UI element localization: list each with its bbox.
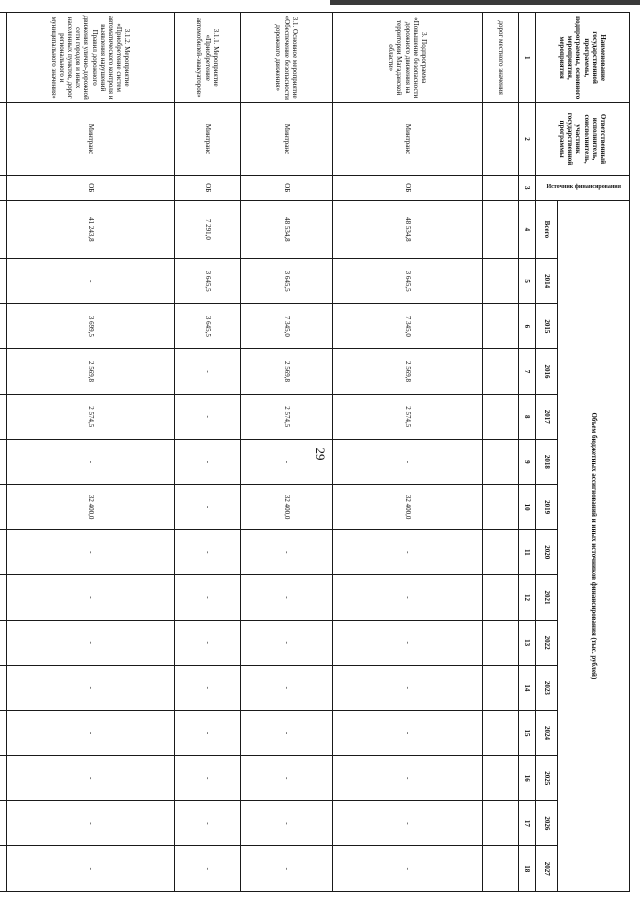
column-number: 7 — [519, 349, 536, 394]
row-year-value: 3 645,5 — [241, 259, 333, 304]
row-year-value: - — [175, 484, 241, 529]
column-number: 18 — [519, 846, 536, 892]
row-name: 3.1.2. Мероприятие «Приобретение систем автоматического контроля и выявления нарушений Правил дорожного движения улично-дорожной сети городов и иных населенных пунктов, дорог регионального и муниципального значения» — [7, 13, 175, 103]
row-name: 3.1.1. Мероприятие «Приобретение автомобилей-эвакуаторов» — [175, 13, 241, 103]
row-year-value: - — [175, 575, 241, 620]
header-year-2022: 2022 — [536, 620, 558, 665]
row-total-value: 48 534,8 — [241, 200, 333, 258]
column-number: 13 — [519, 620, 536, 665]
row-funding-source: ОБ — [7, 175, 175, 200]
table-row — [7, 13, 175, 892]
row-year-value: - — [175, 530, 241, 575]
row-year-value: 3 699,5 — [7, 304, 175, 349]
header-year-2026: 2026 — [536, 801, 558, 846]
row-funding-source: ОБ — [241, 175, 333, 200]
column-number: 9 — [519, 439, 536, 484]
row-year-value: - — [175, 801, 241, 846]
row-year-value: - — [175, 756, 241, 801]
header-year-2025: 2025 — [536, 756, 558, 801]
row-year-value: - — [241, 756, 333, 801]
column-number: 10 — [519, 484, 536, 529]
header-year-2018: 2018 — [536, 439, 558, 484]
row-total-value — [0, 200, 7, 258]
row-year-value: 2 574,5 — [333, 394, 483, 439]
row-year-value: - — [175, 710, 241, 755]
row-year-value: - — [333, 710, 483, 755]
header-program-name: Наименование государственной программы, подпрограммы, основного мероприятия, мероприятия — [536, 13, 630, 103]
row-year-value — [483, 801, 519, 846]
column-number: 4 — [519, 200, 536, 258]
row-year-value — [0, 620, 7, 665]
row-year-value: - — [7, 846, 175, 892]
row-responsible: Минтранс — [175, 103, 241, 175]
row-year-value: - — [333, 439, 483, 484]
rotated-page-content — [50, 12, 630, 892]
row-total-value: 41 243,8 — [7, 200, 175, 258]
row-year-value: - — [175, 846, 241, 892]
row-year-value — [0, 846, 7, 892]
column-number: 6 — [519, 304, 536, 349]
row-year-value: - — [7, 710, 175, 755]
financing-table — [0, 12, 630, 892]
row-year-value: - — [241, 801, 333, 846]
row-year-value: 2 574,5 — [241, 394, 333, 439]
column-number: 2 — [519, 103, 536, 175]
row-year-value — [483, 710, 519, 755]
row-name: дорог местного значения — [483, 13, 519, 103]
row-responsible: Минтранс — [241, 103, 333, 175]
header-year-2021: 2021 — [536, 575, 558, 620]
row-year-value — [0, 530, 7, 575]
column-number: 5 — [519, 259, 536, 304]
row-year-value: 2 569,8 — [7, 349, 175, 394]
row-responsible: Минтранс — [7, 103, 175, 175]
header-year-2027: 2027 — [536, 846, 558, 892]
row-year-value — [483, 756, 519, 801]
row-responsible — [0, 103, 7, 175]
row-year-value: - — [175, 349, 241, 394]
row-year-value — [483, 259, 519, 304]
row-year-value: - — [241, 620, 333, 665]
row-year-value: - — [7, 665, 175, 710]
row-year-value: 7 345,0 — [241, 304, 333, 349]
row-year-value: 2 574,5 — [7, 394, 175, 439]
row-year-value: - — [175, 665, 241, 710]
column-number: 11 — [519, 530, 536, 575]
row-year-value: - — [175, 439, 241, 484]
row-year-value — [0, 710, 7, 755]
header-year-2023: 2023 — [536, 665, 558, 710]
column-number: 15 — [519, 710, 536, 755]
row-year-value — [483, 575, 519, 620]
row-funding-source — [483, 175, 519, 200]
column-number: 16 — [519, 756, 536, 801]
row-year-value: - — [7, 439, 175, 484]
row-year-value — [0, 665, 7, 710]
column-number: 8 — [519, 394, 536, 439]
row-year-value: 7 345,0 — [333, 304, 483, 349]
row-year-value: 3 645,5 — [175, 304, 241, 349]
row-year-value: 2 569,8 — [333, 349, 483, 394]
row-year-value — [0, 439, 7, 484]
row-year-value: - — [333, 846, 483, 892]
row-year-value: - — [333, 575, 483, 620]
table-row — [0, 13, 7, 892]
row-year-value: 32 400,0 — [241, 484, 333, 529]
row-year-value: 2 569,8 — [241, 349, 333, 394]
row-year-value — [0, 801, 7, 846]
row-year-value: 32 400,0 — [7, 484, 175, 529]
row-name — [0, 13, 7, 103]
row-year-value: - — [7, 530, 175, 575]
row-year-value: - — [7, 756, 175, 801]
row-year-value — [0, 259, 7, 304]
row-year-value: - — [241, 530, 333, 575]
row-year-value: - — [175, 620, 241, 665]
row-year-value: 3 645,5 — [333, 259, 483, 304]
row-year-value: - — [241, 846, 333, 892]
row-responsible — [483, 103, 519, 175]
row-year-value: - — [241, 439, 333, 484]
row-year-value: - — [7, 575, 175, 620]
row-year-value — [483, 484, 519, 529]
header-budget-title: Объем бюджетных ассигнований и иных источников финансирования (тыс. рублей) — [558, 200, 630, 891]
row-total-value — [483, 200, 519, 258]
row-year-value — [0, 756, 7, 801]
table-row — [241, 13, 333, 892]
table-row — [483, 13, 519, 892]
header-year-2016: 2016 — [536, 349, 558, 394]
column-number: 3 — [519, 175, 536, 200]
column-number: 1 — [519, 13, 536, 103]
header-year-2017: 2017 — [536, 394, 558, 439]
row-year-value — [0, 394, 7, 439]
header-year-2014: 2014 — [536, 259, 558, 304]
row-responsible: Минтранс — [333, 103, 483, 175]
row-name: 3. Подпрограмма «Повышение безопасности дорожного движения на территории Магаданской области» — [333, 13, 483, 103]
header-year-2020: 2020 — [536, 530, 558, 575]
row-year-value: 32 400,0 — [333, 484, 483, 529]
row-year-value — [483, 349, 519, 394]
row-year-value: - — [333, 756, 483, 801]
header-total: Всего — [536, 200, 558, 258]
row-year-value: - — [333, 665, 483, 710]
row-year-value: - — [7, 801, 175, 846]
row-year-value — [0, 349, 7, 394]
row-year-value — [483, 394, 519, 439]
row-year-value: - — [241, 710, 333, 755]
header-year-2019: 2019 — [536, 484, 558, 529]
row-year-value: - — [7, 259, 175, 304]
row-year-value — [483, 439, 519, 484]
row-funding-source — [0, 175, 7, 200]
row-total-value: 48 534,8 — [333, 200, 483, 258]
row-year-value: - — [241, 665, 333, 710]
row-year-value: - — [333, 620, 483, 665]
row-year-value — [483, 846, 519, 892]
page-number: 29 — [313, 447, 328, 461]
header-funding-source: Источник финансирования — [536, 175, 630, 200]
row-year-value — [0, 484, 7, 529]
row-year-value: - — [175, 394, 241, 439]
column-number: 17 — [519, 801, 536, 846]
row-year-value: - — [241, 575, 333, 620]
column-number: 14 — [519, 665, 536, 710]
header-responsible: Ответственный исполнитель, соисполнитель, участник государственной программы — [536, 103, 630, 175]
row-year-value: - — [7, 620, 175, 665]
row-year-value: - — [333, 801, 483, 846]
row-year-value: - — [333, 530, 483, 575]
row-year-value: 3 645,5 — [175, 259, 241, 304]
row-year-value — [0, 575, 7, 620]
row-name: 3.1. Основное мероприятие «Обеспечение безопасности дорожного движения» — [241, 13, 333, 103]
header-year-2024: 2024 — [536, 710, 558, 755]
table-row — [175, 13, 241, 892]
scan-edge-strip — [330, 0, 640, 5]
table-row — [333, 13, 483, 892]
row-total-value: 7 291,0 — [175, 200, 241, 258]
row-year-value — [483, 620, 519, 665]
row-year-value — [483, 304, 519, 349]
header-year-2015: 2015 — [536, 304, 558, 349]
row-year-value — [0, 304, 7, 349]
column-number: 12 — [519, 575, 536, 620]
row-funding-source: ОБ — [175, 175, 241, 200]
row-year-value — [483, 530, 519, 575]
row-year-value — [483, 665, 519, 710]
row-funding-source: ОБ — [333, 175, 483, 200]
